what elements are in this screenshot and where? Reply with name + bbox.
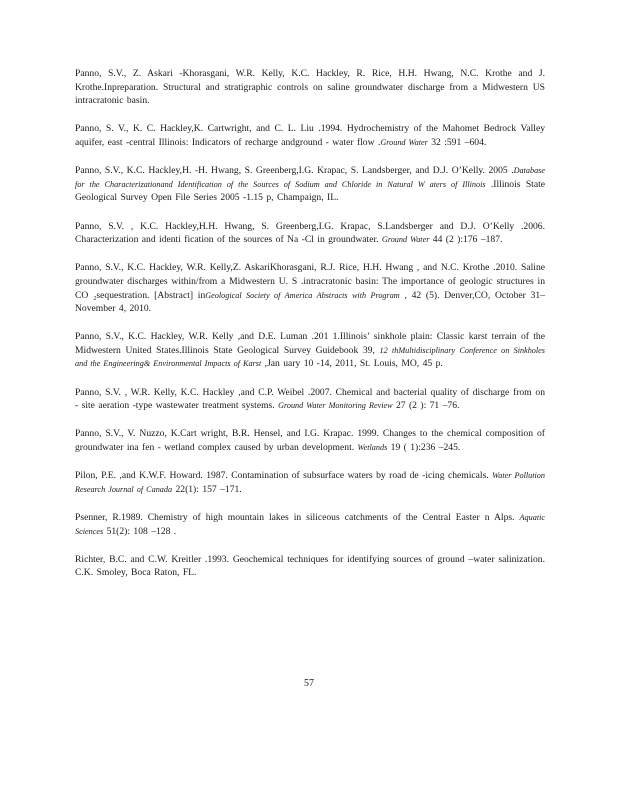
reference-entry xyxy=(75,427,545,454)
reference-entry xyxy=(75,553,545,580)
reference-text: Panno, S.V., K.C. Hackley, W.R. Kelly ,and D.E. Luman .201 1.Illinois’ sinkhole plain: Classic karst terrain of the Midwestern United States.Illinois State Geological Survey Guidebook 39, xyxy=(75,331,545,356)
journal-title: Ground Water xyxy=(380,137,428,147)
reference-entry xyxy=(75,164,545,205)
journal-title: Water Pollution Research Journal of Canada xyxy=(75,471,545,494)
reference-text: Panno, S. V., K. C. Hackley,K. Cartwright, and C. L. Liu .1994. Hydrochemistry of the Mahomet Bedrock Valley aquifer, east -central Illinois: Indicators of recharge andground - water flow . xyxy=(75,123,545,148)
reference-text: 44 (2 ):176 –187. xyxy=(429,234,503,246)
reference-text: Psenner, R.1989. Chemistry of high mountain lakes in siliceous catchments of the Central Easter n Alps. xyxy=(75,512,520,523)
reference-entry xyxy=(75,67,545,108)
reference-text: 19 ( 1):236 –245. xyxy=(387,442,461,454)
reference-text: Panno, S.V., Z. Askari -Khorasgani, W.R. Kelly, K.C. Hackley, R. Rice, H.H. Hwang, N.C. Krothe and J. Krothe.Inpreparation. Structural and stratigraphic controls on saline groundwater discharge from a Midwestern US intracratonic basin. xyxy=(75,68,545,107)
reference-text: 27 (2 ): 71 –76. xyxy=(392,400,460,412)
reference-text: Panno, S.V., K.C. Hackley, W.R. Kelly,Z. AskariKhorasgani, R.J. Rice, H.H. Hwang , and N.C. Krothe .2010. Saline groundwater discharges within/from a Midwestern U. S .intracratonic basin: The importance of geologic structures in CO ₂sequestration. [Abstract] in xyxy=(75,262,545,301)
reference-text: Pilon, P.E. ,and K.W.F. Howard. 1987. Contamination of subsurface waters by road de -icing chemicals. xyxy=(75,470,493,482)
page-number: 57 xyxy=(304,678,314,689)
journal-title: Aquatic Sciences xyxy=(75,513,545,536)
journal-title: Ground Water xyxy=(381,235,430,245)
reference-entry xyxy=(75,122,545,149)
reference-text: Panno, S.V. , W.R. Kelly, K.C. Hackley ,and C.P. Weibel .2007. Chemical and bacterial quality of discharge from on - site aeration -type wastewater treatment systems. xyxy=(75,386,545,412)
reference-text: 22(1): 157 –171. xyxy=(172,483,242,495)
publication-title: Database for the Characterizationand Identification of the Sources of Sodium and Chloride in Natural W aters of Illinois xyxy=(75,166,545,189)
reference-entry xyxy=(75,330,545,371)
reference-text: 51(2): 108 –128 . xyxy=(103,525,177,537)
reference-text: Panno, S.V., K.C. Hackley,H. -H. Hwang, S. Greenberg,I.G. Krapac, S. Landsberger, and D.J. O’Kelly. 2005 . xyxy=(75,165,514,177)
reference-text: Richter, B.C. and C.W. Kreitler .1993. Geochemical techniques for identifying sources of ground –water salinization. C.K. Smoley, Boca Raton, FL. xyxy=(75,553,545,579)
reference-text: , 42 (5). Denver,CO, October 31–November 4, 2010. xyxy=(75,289,545,315)
reference-text: 32 :591 –604. xyxy=(427,136,487,148)
reference-entry xyxy=(75,511,545,538)
reference-text: ,Jan uary 10 -14, 2011, St. Louis, MO, 45 p. xyxy=(261,358,443,370)
reference-text: Panno, S.V., V. Nuzzo, K.Cart wright, B.R. Hensel, and I.G. Krapac. 1999. Changes to the chemical composition of groundwater ina fen - wetland complex caused by urban development. xyxy=(75,428,545,454)
reference-entry xyxy=(75,220,545,247)
reference-text: .Illinois State Geological Survey Open File Series 2005 -1.15 p, Champaign, IL. xyxy=(75,178,545,204)
reference-list xyxy=(75,67,545,595)
reference-entry xyxy=(75,386,545,413)
conference-title: 12 thMultidisciplinary Conference on Sinkholes and the Engineering& Environmental Impacts of Karst xyxy=(75,345,545,369)
journal-title: Ground Water Monitoring Review xyxy=(278,401,393,411)
journal-title: Wetlands xyxy=(357,443,388,453)
reference-entry xyxy=(75,469,545,496)
reference-text: Panno, S.V. , K.C. Hackley,H.H. Hwang, S. Greenberg,I.G. Krapac, S.Landsberger and D.J. O’Kelly .2006. Characterization and identi fication of the sources of Na -Cl in groundwater. xyxy=(75,220,545,246)
publication-title: Geological Society of America Abstracts with Program xyxy=(205,290,400,300)
reference-entry xyxy=(75,261,545,315)
